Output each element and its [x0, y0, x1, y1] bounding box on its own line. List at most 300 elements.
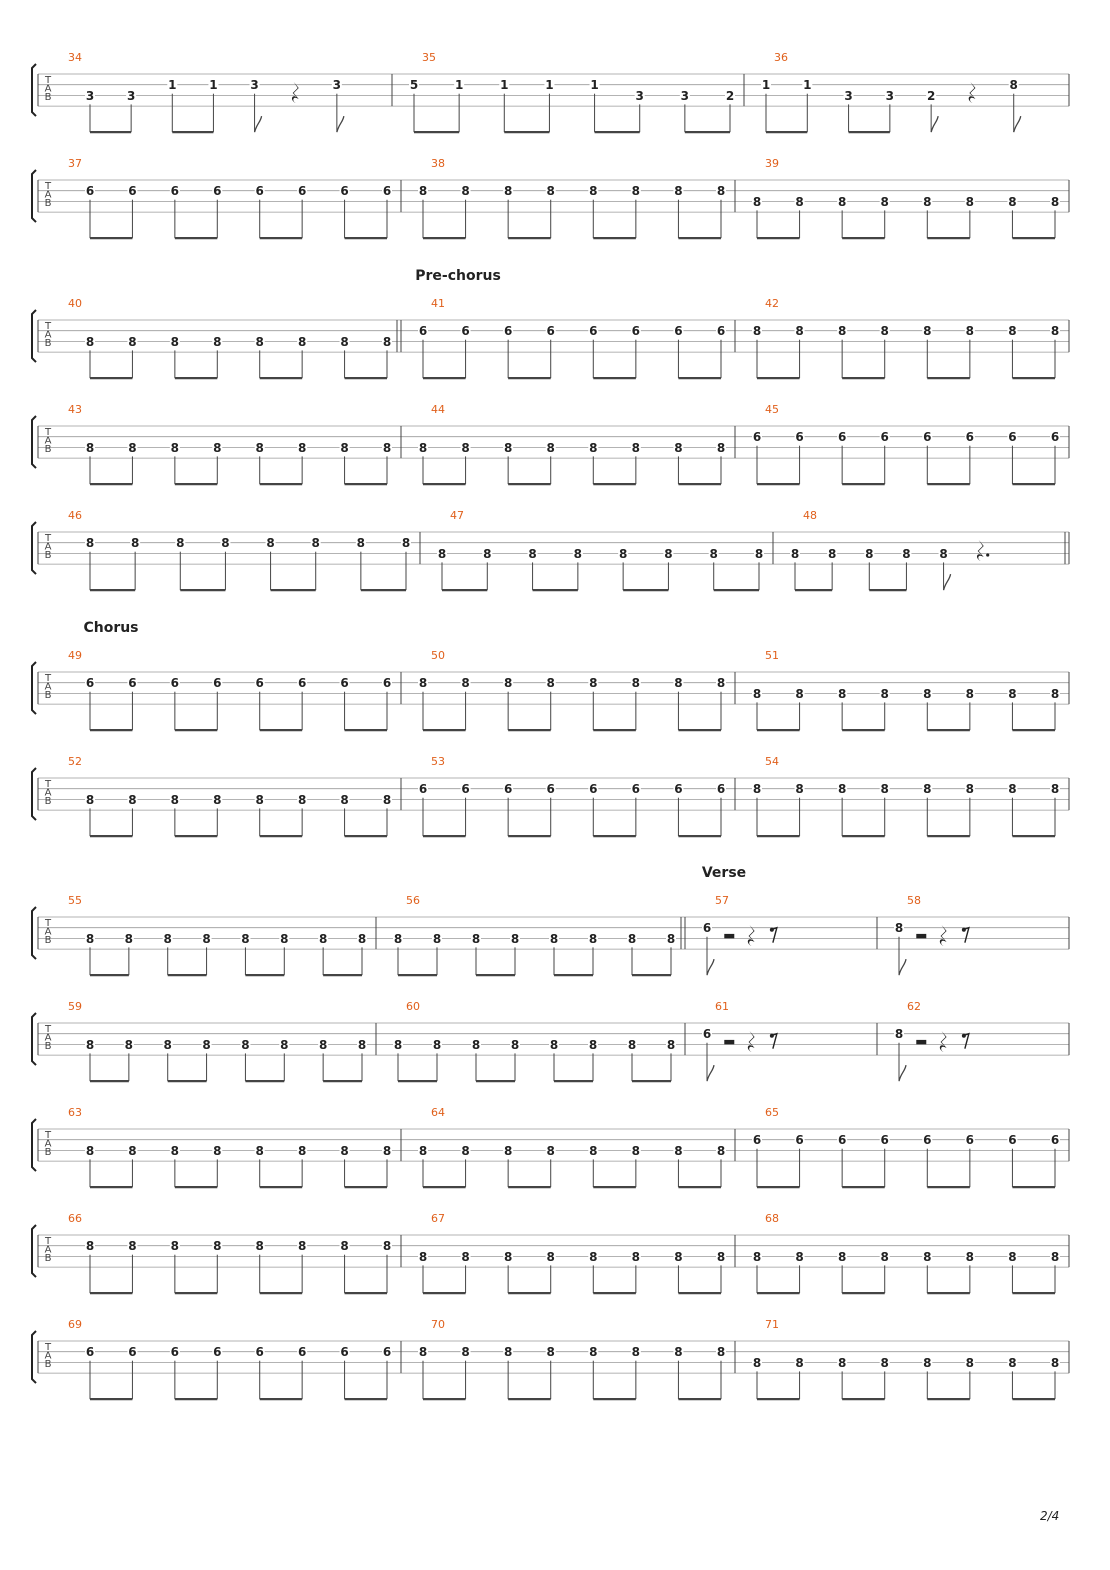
fret-number: 8	[631, 1143, 641, 1158]
tab-clef-letter: B	[44, 338, 52, 350]
fret-number: 6	[382, 1345, 392, 1360]
fret-number: 8	[588, 931, 598, 946]
measure	[752, 755, 1069, 836]
quarter-rest	[969, 82, 976, 103]
fret-number: 8	[923, 194, 932, 209]
fret-number: 8	[549, 931, 559, 946]
fret-number: 8	[163, 1037, 172, 1052]
fret-number: 8	[1050, 194, 1060, 209]
fret-number: 6	[923, 430, 932, 445]
fret-number: 8	[418, 676, 428, 691]
tab-clef-letter: B	[44, 444, 52, 456]
fret-number: 8	[503, 1143, 513, 1158]
fret-number: 8	[546, 440, 555, 455]
fret-number: 8	[837, 782, 847, 797]
tab-clef-letter: B	[44, 1359, 52, 1371]
measure-number: 59	[68, 1000, 82, 1013]
quarter-rest	[977, 540, 984, 561]
fret-number: 6	[795, 1133, 804, 1148]
measure-number: 44	[431, 403, 445, 416]
fret-number: 8	[418, 1249, 428, 1264]
fret-number: 8	[631, 1249, 641, 1264]
fret-number: 8	[255, 1143, 264, 1158]
fret-number: 8	[894, 921, 904, 936]
fret-number: 8	[666, 1037, 676, 1052]
measure-number: 64	[431, 1106, 445, 1119]
fret-number: 8	[255, 334, 264, 349]
tab-clef-letter: A	[44, 1244, 52, 1256]
fret-number: 8	[340, 1239, 349, 1254]
fret-number: 8	[965, 324, 975, 339]
fret-number: 8	[503, 1345, 513, 1360]
fret-number: 8	[241, 1037, 250, 1052]
fret-number: 8	[752, 686, 762, 701]
fret-number: 8	[865, 546, 874, 561]
fret-number: 8	[471, 1037, 481, 1052]
fret-number: 8	[170, 792, 180, 807]
measure-number: 58	[907, 894, 921, 907]
fret-number: 8	[752, 1355, 762, 1370]
fret-number: 8	[318, 1037, 328, 1052]
fret-number: 8	[965, 782, 975, 797]
fret-number: 6	[503, 782, 513, 797]
fret-number: 8	[170, 1143, 180, 1158]
fret-number: 6	[923, 1133, 932, 1148]
fret-number: 8	[827, 546, 837, 561]
fret-number: 8	[631, 1345, 641, 1360]
fret-number: 8	[1050, 1355, 1060, 1370]
measure-number: 54	[765, 755, 779, 768]
fret-number: 8	[965, 194, 975, 209]
measure-number: 55	[68, 894, 82, 907]
fret-number: 6	[716, 324, 726, 339]
fret-number: 6	[213, 184, 222, 199]
system-brace	[32, 310, 36, 362]
fret-number: 6	[418, 782, 428, 797]
measure	[418, 157, 735, 238]
fret-number: 6	[546, 324, 555, 339]
fret-number: 8	[1050, 686, 1060, 701]
fret-number: 6	[752, 1133, 762, 1148]
fret-number: 8	[588, 1037, 598, 1052]
measure-number: 43	[68, 403, 82, 416]
system-brace	[32, 907, 36, 959]
measure	[68, 1000, 376, 1081]
fret-number: 8	[85, 792, 95, 807]
note-flag	[899, 1065, 906, 1081]
fret-number: 8	[483, 546, 492, 561]
tab-clef-letter: B	[44, 92, 52, 104]
measure	[393, 894, 685, 975]
tab-clef-letter: T	[44, 779, 52, 790]
fret-number: 8	[255, 792, 264, 807]
fret-number: 8	[393, 931, 403, 946]
fret-number: 8	[837, 1249, 847, 1264]
fret-number: 8	[340, 334, 349, 349]
fret-number: 6	[255, 676, 264, 691]
fret-number: 6	[297, 676, 307, 691]
measure	[397, 297, 735, 378]
tab-clef-letter: T	[44, 181, 52, 192]
measure	[418, 403, 735, 484]
fret-number: 8	[902, 546, 911, 561]
fret-number: 6	[461, 782, 470, 797]
measure-number: 67	[431, 1212, 445, 1225]
fret-number: 6	[965, 430, 975, 445]
measure	[437, 509, 773, 590]
measure	[894, 1000, 1069, 1081]
fret-number: 8	[631, 440, 641, 455]
fret-number: 6	[837, 430, 847, 445]
measure-number: 37	[68, 157, 82, 170]
fret-number: 8	[432, 931, 442, 946]
measure	[418, 1318, 735, 1399]
fret-number: 8	[1050, 782, 1060, 797]
fret-number: 8	[382, 334, 392, 349]
fret-number: 8	[965, 1355, 975, 1370]
measure	[68, 1212, 401, 1293]
fret-number: 1	[761, 78, 771, 93]
fret-number: 8	[589, 440, 598, 455]
fret-number: 8	[923, 1355, 932, 1370]
measure	[393, 1000, 685, 1081]
fret-number: 6	[837, 1133, 847, 1148]
fret-number: 8	[437, 546, 447, 561]
system-brace	[32, 768, 36, 820]
fret-number: 8	[880, 1355, 889, 1370]
fret-number: 8	[297, 792, 307, 807]
measure	[752, 157, 1069, 238]
fret-number: 2	[725, 88, 735, 103]
fret-number: 6	[752, 430, 762, 445]
fret-number: 8	[85, 1239, 95, 1254]
tab-clef-letter: A	[44, 541, 52, 553]
fret-number: 8	[170, 334, 180, 349]
fret-number: 8	[297, 1239, 307, 1254]
tab-system	[32, 403, 1069, 484]
fret-number: 6	[674, 324, 683, 339]
fret-number: 8	[631, 184, 641, 199]
fret-number: 8	[266, 536, 275, 551]
measure-number: 45	[765, 403, 779, 416]
fret-number: 6	[716, 782, 726, 797]
measure	[681, 894, 877, 975]
fret-number: 8	[923, 1249, 932, 1264]
fret-number: 1	[500, 78, 509, 93]
measure	[752, 1106, 1069, 1187]
tab-clef-letter: A	[44, 189, 52, 201]
fret-number: 6	[1008, 430, 1017, 445]
fret-number: 6	[631, 324, 641, 339]
measure-number: 41	[431, 297, 445, 310]
quarter-rest	[748, 1031, 755, 1052]
fret-number: 6	[702, 921, 712, 936]
fret-number: 8	[85, 1037, 95, 1052]
fret-number: 8	[461, 184, 470, 199]
tab-system	[32, 1106, 1069, 1187]
fret-number: 8	[213, 792, 222, 807]
fret-number: 6	[170, 1345, 180, 1360]
measure	[752, 297, 1069, 378]
half-rest	[724, 1040, 734, 1045]
measure-number: 61	[715, 1000, 729, 1013]
fret-number: 8	[631, 676, 641, 691]
fret-number: 8	[382, 1143, 392, 1158]
measure-number: 40	[68, 297, 82, 310]
fret-number: 8	[1050, 1249, 1060, 1264]
tab-clef-letter: A	[44, 787, 52, 799]
fret-number: 6	[340, 676, 349, 691]
fret-number: 3	[126, 88, 136, 103]
fret-number: 8	[837, 194, 847, 209]
fret-number: 8	[795, 1249, 804, 1264]
fret-number: 8	[1008, 782, 1017, 797]
fret-number: 6	[128, 676, 137, 691]
fret-number: 8	[461, 1345, 470, 1360]
fret-number: 8	[311, 536, 320, 551]
measure	[68, 403, 401, 484]
measure	[68, 51, 392, 132]
measure	[752, 1318, 1069, 1399]
eighth-rest-stem	[963, 1034, 969, 1049]
fret-number: 8	[923, 324, 932, 339]
fret-number: 8	[618, 546, 628, 561]
tab-clef-letter: T	[44, 673, 52, 684]
fret-number: 6	[880, 1133, 889, 1148]
note-flag	[707, 1065, 714, 1081]
measure	[418, 755, 735, 836]
tab-clef-letter: T	[44, 533, 52, 544]
fret-number: 8	[716, 440, 726, 455]
measure	[761, 51, 1069, 132]
fret-number: 3	[332, 78, 342, 93]
fret-number: 8	[170, 1239, 180, 1254]
rest-dot	[986, 553, 989, 556]
measure-number: 71	[765, 1318, 779, 1331]
fret-number: 8	[716, 1249, 726, 1264]
fret-number: 8	[221, 536, 230, 551]
fret-number: 6	[382, 184, 392, 199]
tab-system	[32, 51, 1069, 132]
fret-number: 8	[1008, 324, 1017, 339]
fret-number: 8	[549, 1037, 559, 1052]
fret-number: 8	[297, 440, 307, 455]
fret-number: 8	[128, 1143, 137, 1158]
measure-number: 47	[450, 509, 464, 522]
fret-number: 8	[432, 1037, 442, 1052]
tab-clef-letter: B	[44, 935, 52, 947]
fret-number: 8	[880, 194, 889, 209]
fret-number: 1	[590, 78, 599, 93]
tab-clef-letter: A	[44, 1032, 52, 1044]
tab-clef-letter: T	[44, 427, 52, 438]
fret-number: 3	[250, 78, 259, 93]
measure-number: 36	[774, 51, 788, 64]
fret-number: 8	[130, 536, 140, 551]
fret-number: 8	[546, 1143, 555, 1158]
fret-number: 8	[1008, 194, 1017, 209]
fret-number: 8	[795, 686, 804, 701]
fret-number: 8	[795, 782, 804, 797]
fret-number: 6	[340, 1345, 349, 1360]
measure-number: 49	[68, 649, 82, 662]
fret-number: 5	[409, 78, 419, 93]
measure	[68, 509, 420, 590]
measure-number: 69	[68, 1318, 82, 1331]
fret-number: 6	[1050, 1133, 1060, 1148]
measure	[68, 755, 401, 836]
fret-number: 8	[85, 931, 95, 946]
fret-number: 8	[503, 184, 513, 199]
measure	[752, 1212, 1069, 1293]
fret-number: 8	[1050, 324, 1060, 339]
tab-clef-letter: A	[44, 681, 52, 693]
fret-number: 8	[213, 334, 222, 349]
tab-system	[32, 755, 1069, 836]
fret-number: 6	[297, 1345, 307, 1360]
tab-system	[32, 1318, 1069, 1399]
half-rest	[916, 1040, 926, 1045]
fret-number: 6	[461, 324, 470, 339]
tab-clef-letter: T	[44, 321, 52, 332]
system-brace	[32, 416, 36, 468]
fret-number: 8	[573, 546, 583, 561]
note-flag	[255, 116, 262, 132]
fret-number: 8	[528, 546, 537, 561]
tab-system	[32, 509, 1069, 590]
tab-clef-letter: T	[44, 918, 52, 929]
fret-number: 8	[664, 546, 673, 561]
fret-number: 3	[635, 88, 644, 103]
eighth-rest-stem	[963, 928, 969, 943]
measure-number: 42	[765, 297, 779, 310]
tab-system	[32, 1000, 1069, 1081]
system-brace	[32, 662, 36, 714]
fret-number: 8	[923, 782, 932, 797]
fret-number: 8	[340, 440, 349, 455]
fret-number: 8	[401, 536, 411, 551]
fret-number: 8	[85, 536, 95, 551]
measure-number: 60	[406, 1000, 420, 1013]
fret-number: 8	[297, 1143, 307, 1158]
quarter-rest	[940, 1031, 947, 1052]
fret-number: 8	[128, 334, 137, 349]
fret-number: 8	[965, 686, 975, 701]
fret-number: 8	[202, 931, 211, 946]
fret-number: 6	[297, 184, 307, 199]
measure	[418, 649, 735, 730]
measure-number: 52	[68, 755, 82, 768]
fret-number: 8	[837, 686, 847, 701]
fret-number: 1	[168, 78, 177, 93]
measure	[752, 649, 1069, 730]
measure-number: 50	[431, 649, 445, 662]
fret-number: 8	[176, 536, 185, 551]
fret-number: 8	[356, 536, 366, 551]
fret-number: 6	[340, 184, 349, 199]
fret-number: 6	[880, 430, 889, 445]
fret-number: 1	[454, 78, 464, 93]
fret-number: 8	[716, 1345, 726, 1360]
fret-number: 8	[213, 1239, 222, 1254]
fret-number: 8	[589, 184, 598, 199]
fret-number: 6	[702, 1027, 712, 1042]
eighth-rest-stem	[771, 1034, 777, 1049]
fret-number: 8	[124, 1037, 134, 1052]
system-brace	[32, 1331, 36, 1383]
fret-number: 8	[837, 1355, 847, 1370]
fret-number: 8	[418, 440, 428, 455]
fret-number: 8	[674, 1345, 683, 1360]
fret-number: 8	[255, 440, 264, 455]
fret-number: 8	[418, 1143, 428, 1158]
fret-number: 8	[1008, 1355, 1017, 1370]
fret-number: 8	[674, 184, 683, 199]
fret-number: 8	[255, 1239, 264, 1254]
measure-number: 68	[765, 1212, 779, 1225]
quarter-rest	[940, 925, 947, 946]
measure-number: 65	[765, 1106, 779, 1119]
fret-number: 8	[128, 792, 137, 807]
fret-number: 8	[503, 440, 513, 455]
fret-number: 8	[790, 546, 800, 561]
fret-number: 8	[546, 1345, 555, 1360]
section-label: Pre-chorus	[415, 268, 501, 284]
fret-number: 6	[795, 430, 804, 445]
fret-number: 8	[382, 1239, 392, 1254]
fret-number: 8	[1009, 78, 1018, 93]
measure	[418, 1212, 735, 1293]
fret-number: 8	[393, 1037, 403, 1052]
fret-number: 8	[510, 1037, 520, 1052]
fret-number: 1	[803, 78, 812, 93]
fret-number: 8	[340, 1143, 349, 1158]
tab-clef-letter: T	[44, 75, 52, 86]
page-number: 2/4	[1040, 1509, 1060, 1523]
fret-number: 8	[589, 1143, 598, 1158]
fret-number: 6	[382, 676, 392, 691]
measure	[752, 403, 1069, 484]
note-flag	[707, 959, 714, 975]
tab-clef-letter: T	[44, 1130, 52, 1141]
measure	[894, 894, 1069, 975]
fret-number: 8	[461, 440, 470, 455]
fret-number: 8	[546, 1249, 555, 1264]
fret-number: 6	[213, 676, 222, 691]
measure	[68, 649, 401, 730]
measure	[418, 1106, 735, 1187]
fret-number: 8	[128, 1239, 137, 1254]
fret-number: 8	[471, 931, 481, 946]
measure	[702, 1000, 877, 1081]
fret-number: 3	[885, 88, 895, 103]
fret-number: 8	[280, 1037, 289, 1052]
measure	[790, 509, 1069, 590]
fret-number: 8	[418, 1345, 428, 1360]
fret-number: 8	[709, 546, 718, 561]
fret-number: 6	[1050, 430, 1060, 445]
tab-system	[32, 157, 1069, 238]
fret-number: 8	[241, 931, 250, 946]
fret-number: 6	[631, 782, 641, 797]
fret-number: 6	[965, 1133, 975, 1148]
fret-number: 8	[894, 1027, 904, 1042]
fret-number: 6	[546, 782, 555, 797]
fret-number: 8	[85, 334, 95, 349]
measure-number: 63	[68, 1106, 82, 1119]
fret-number: 8	[627, 931, 637, 946]
tab-system	[32, 268, 1069, 378]
